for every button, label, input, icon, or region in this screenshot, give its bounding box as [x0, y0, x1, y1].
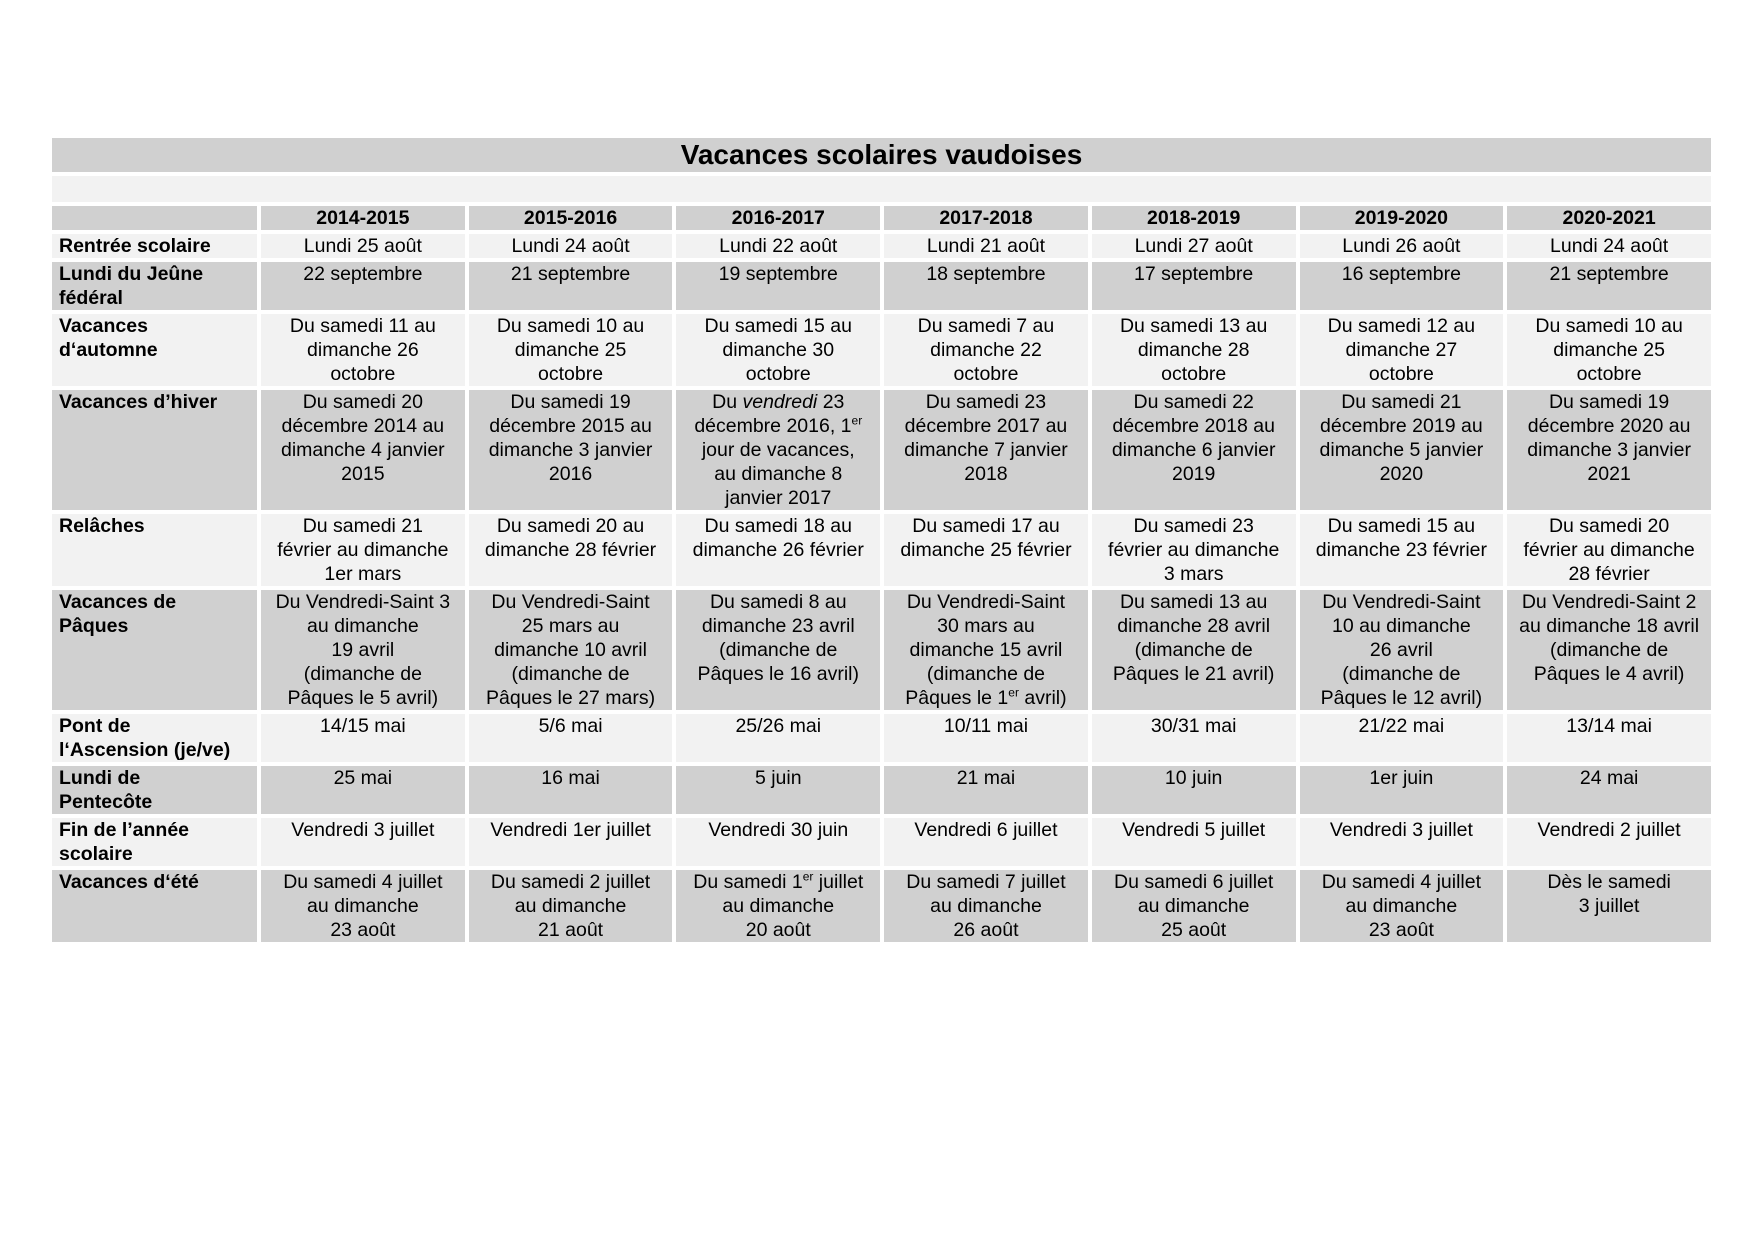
table-cell: 21 mai [884, 766, 1088, 814]
superscript: er [851, 413, 863, 428]
table-cell: Du samedi 7 au dimanche 22 octobre [884, 314, 1088, 386]
cell-text: Du [712, 391, 743, 413]
table-cell: Du Vendredi-Saint 3 au dimanche 19 avril (dimanche de Pâques le 5 avril) [261, 590, 465, 710]
table-cell: Du samedi 18 au dimanche 26 février [676, 514, 880, 586]
row-label: Relâches [52, 514, 257, 586]
table-cell: Du samedi 23 février au dimanche 3 mars [1092, 514, 1296, 586]
table-cell: Du samedi 10 au dimanche 25 octobre [1507, 314, 1711, 386]
row-label: Lundi du Jeûne fédéral [52, 262, 257, 310]
row-label: Pont de l‘Ascension (je/ve) [52, 714, 257, 762]
cell-text: jour de vacances, au dimanche 8 janvier 2017 [701, 439, 855, 509]
table-cell: Du samedi 23 décembre 2017 au dimanche 7 janvier 2018 [884, 390, 1088, 510]
row-pont-ascension [52, 714, 1711, 762]
table-cell: 13/14 mai [1507, 714, 1711, 762]
table-cell: Lundi 24 août [469, 234, 673, 258]
table-cell: Du samedi 2 juillet au dimanche 21 août [469, 870, 673, 942]
table-cell: Du samedi 4 juillet au dimanche 23 août [1300, 870, 1504, 942]
table-cell: Du samedi 8 au dimanche 23 avril (dimanche de Pâques le 16 avril) [676, 590, 880, 710]
table-cell: Du samedi 6 juillet au dimanche 25 août [1092, 870, 1296, 942]
table-cell [884, 590, 1088, 710]
holiday-table [48, 202, 1715, 946]
row-rentree-scolaire [52, 234, 1711, 258]
table-cell: 21/22 mai [1300, 714, 1504, 762]
table-cell: Vendredi 3 juillet [261, 818, 465, 866]
table-cell: Du samedi 19 décembre 2020 au dimanche 3 janvier 2021 [1507, 390, 1711, 510]
table-cell: Du samedi 21 décembre 2019 au dimanche 5 janvier 2020 [1300, 390, 1504, 510]
table-cell: 16 mai [469, 766, 673, 814]
table-cell: 19 septembre [676, 262, 880, 310]
table-cell: Du samedi 15 au dimanche 23 février [1300, 514, 1504, 586]
cell-text: 23 décembre 2016, 1 [694, 391, 852, 437]
row-jeune-federal [52, 262, 1711, 310]
table-cell: Du samedi 19 décembre 2015 au dimanche 3 janvier 2016 [469, 390, 673, 510]
table-cell: Lundi 27 août [1092, 234, 1296, 258]
table-cell: Du samedi 13 au dimanche 28 octobre [1092, 314, 1296, 386]
table-cell [676, 870, 880, 942]
table-cell [676, 390, 880, 510]
year-header-row [52, 206, 1711, 230]
table-cell: 25 mai [261, 766, 465, 814]
row-vacances-hiver [52, 390, 1711, 510]
table-cell: Lundi 26 août [1300, 234, 1504, 258]
year-header: 2016-2017 [676, 206, 880, 230]
table-cell: Lundi 21 août [884, 234, 1088, 258]
table-cell: Du samedi 10 au dimanche 25 octobre [469, 314, 673, 386]
row-vacances-paques [52, 590, 1711, 710]
cell-text: Du Vendredi-Saint 30 mars au dimanche 15 avril (dimanche de Pâques le 1 [905, 591, 1066, 709]
table-cell: 5/6 mai [469, 714, 673, 762]
row-lundi-pentecote [52, 766, 1711, 814]
table-cell: 17 septembre [1092, 262, 1296, 310]
year-header: 2020-2021 [1507, 206, 1711, 230]
table-cell: 1er juin [1300, 766, 1504, 814]
table-cell: 18 septembre [884, 262, 1088, 310]
superscript: er [1008, 685, 1019, 700]
superscript: er [802, 869, 814, 884]
holiday-sheet [52, 138, 1711, 946]
cell-text: avril) [1018, 687, 1067, 709]
row-fin-annee-scolaire [52, 818, 1711, 866]
row-relaches [52, 514, 1711, 586]
header-corner [52, 206, 257, 230]
table-cell: Du samedi 13 au dimanche 28 avril (dimanche de Pâques le 21 avril) [1092, 590, 1296, 710]
year-header: 2015-2016 [469, 206, 673, 230]
cell-text: juillet au dimanche 20 août [722, 871, 864, 941]
table-cell: Vendredi 1er juillet [469, 818, 673, 866]
table-cell: Du samedi 20 février au dimanche 28 février [1507, 514, 1711, 586]
table-cell: Du Vendredi-Saint 2 au dimanche 18 avril (dimanche de Pâques le 4 avril) [1507, 590, 1711, 710]
table-cell: 16 septembre [1300, 262, 1504, 310]
row-vacances-ete [52, 870, 1711, 942]
table-cell: Lundi 24 août [1507, 234, 1711, 258]
table-cell: Du samedi 21 février au dimanche 1er mars [261, 514, 465, 586]
table-cell: Du samedi 12 au dimanche 27 octobre [1300, 314, 1504, 386]
table-cell: Du samedi 20 au dimanche 28 février [469, 514, 673, 586]
table-cell: 21 septembre [469, 262, 673, 310]
table-cell: Vendredi 5 juillet [1092, 818, 1296, 866]
table-cell: Vendredi 2 juillet [1507, 818, 1711, 866]
table-cell: Du samedi 20 décembre 2014 au dimanche 4 janvier 2015 [261, 390, 465, 510]
row-label: Rentrée scolaire [52, 234, 257, 258]
table-cell: Lundi 22 août [676, 234, 880, 258]
table-cell: 24 mai [1507, 766, 1711, 814]
cell-text-italic: vendredi [742, 391, 818, 413]
table-cell: 30/31 mai [1092, 714, 1296, 762]
table-cell: Du samedi 11 au dimanche 26 octobre [261, 314, 465, 386]
table-cell: Du samedi 22 décembre 2018 au dimanche 6 janvier 2019 [1092, 390, 1296, 510]
row-label: Vacances d‘été [52, 870, 257, 942]
page-title: Vacances scolaires vaudoises [52, 138, 1711, 172]
table-cell: Du samedi 4 juillet au dimanche 23 août [261, 870, 465, 942]
year-header: 2017-2018 [884, 206, 1088, 230]
cell-text: Du samedi 1 [693, 871, 803, 893]
table-cell: 10/11 mai [884, 714, 1088, 762]
row-label: Vacances d’hiver [52, 390, 257, 510]
table-cell: 10 juin [1092, 766, 1296, 814]
row-label: Vacances d‘automne [52, 314, 257, 386]
row-label: Fin de l’année scolaire [52, 818, 257, 866]
year-header: 2014-2015 [261, 206, 465, 230]
table-cell: Dès le samedi 3 juillet [1507, 870, 1711, 942]
table-cell: Du Vendredi-Saint 10 au dimanche 26 avril (dimanche de Pâques le 12 avril) [1300, 590, 1504, 710]
title-spacer-bar [52, 176, 1711, 202]
year-header: 2019-2020 [1300, 206, 1504, 230]
table-cell: Vendredi 30 juin [676, 818, 880, 866]
table-cell: Du samedi 7 juillet au dimanche 26 août [884, 870, 1088, 942]
table-cell: 25/26 mai [676, 714, 880, 762]
table-cell: Du samedi 15 au dimanche 30 octobre [676, 314, 880, 386]
row-label: Lundi de Pentecôte [52, 766, 257, 814]
table-cell: 21 septembre [1507, 262, 1711, 310]
row-vacances-automne [52, 314, 1711, 386]
table-cell: 22 septembre [261, 262, 465, 310]
year-header: 2018-2019 [1092, 206, 1296, 230]
table-cell: Du samedi 17 au dimanche 25 février [884, 514, 1088, 586]
row-label: Vacances de Pâques [52, 590, 257, 710]
table-cell: Du Vendredi-Saint 25 mars au dimanche 10 avril (dimanche de Pâques le 27 mars) [469, 590, 673, 710]
table-cell: Lundi 25 août [261, 234, 465, 258]
table-cell: 5 juin [676, 766, 880, 814]
table-cell: Vendredi 3 juillet [1300, 818, 1504, 866]
table-cell: Vendredi 6 juillet [884, 818, 1088, 866]
table-cell: 14/15 mai [261, 714, 465, 762]
